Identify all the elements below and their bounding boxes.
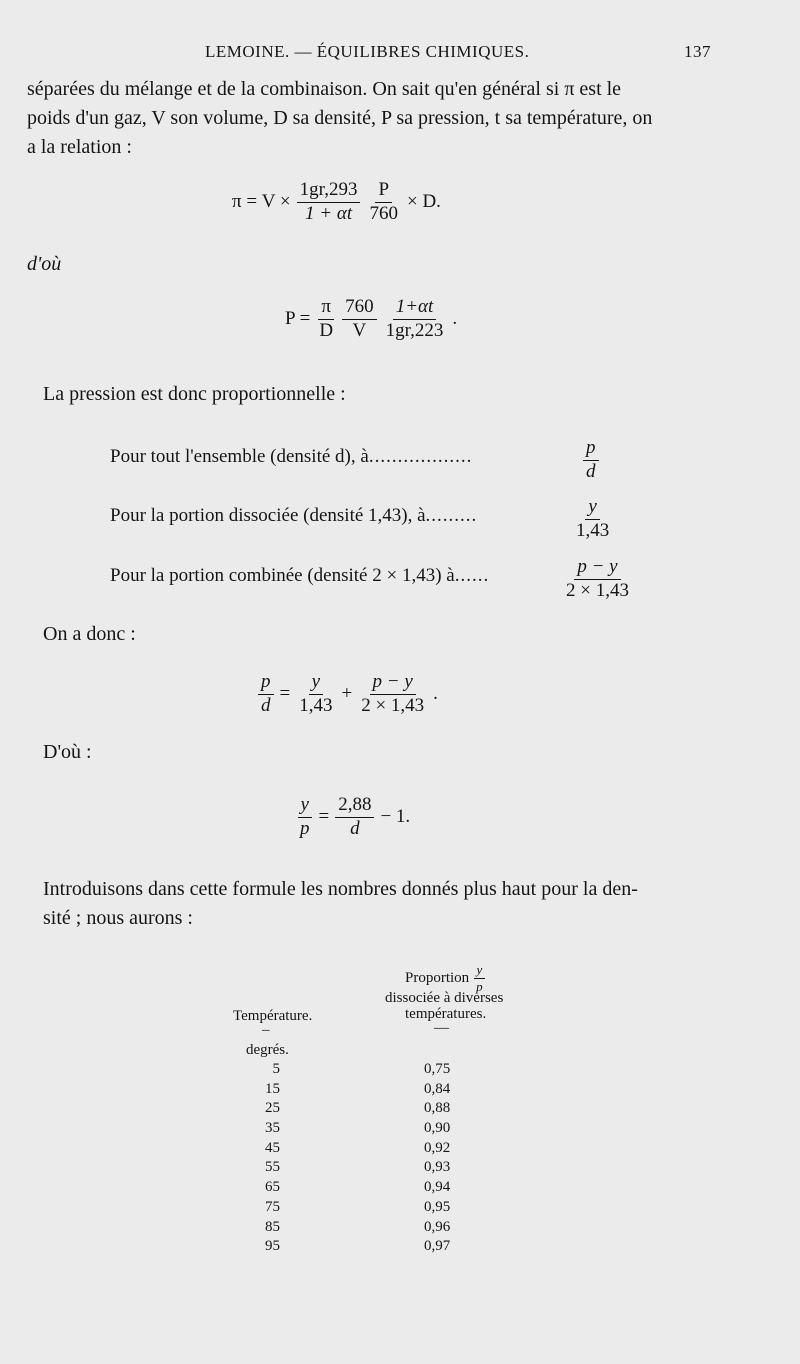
case-combined-dots: ...... [454,565,490,586]
eq3-a-num: p [258,672,274,695]
case-combined [110,565,489,587]
eq2-f3-num: 1+αt [393,297,437,320]
eq1-frac2-num: P [375,180,392,203]
table-cell-proportion: 0,88 [424,1100,451,1117]
eq3-fraction-c [358,672,427,717]
eq3-b-num: y [309,672,323,695]
table-cell-temperature: 55 [265,1159,280,1176]
eq1-tail: × D. [406,191,441,213]
case-dissociated-num: y [585,497,599,520]
eq4-tail: − 1. [380,806,411,828]
eq1-fraction-density [297,180,361,225]
case-combined-num: p − y [574,557,620,580]
text-dou: d'où [27,253,62,275]
table-row [230,1158,490,1178]
eq2-lhs: P = [285,308,311,330]
eq1-lhs: π = V × [232,191,291,213]
text-on-a-donc: On a donc : [43,623,136,645]
table-cell-temperature: 65 [265,1179,280,1196]
eq3-tail: . [433,683,438,705]
case-combined-fraction [563,557,632,602]
running-title: LEMOINE. — ÉQUILIBRES CHIMIQUES. [205,42,530,61]
table-cell-proportion: 0,90 [424,1120,451,1137]
text-dou-2: D'où : [43,741,92,763]
table-cell-proportion: 0,95 [424,1198,451,1215]
eq4-b-num: 2,88 [335,795,374,818]
table-cell-temperature: 75 [265,1198,280,1215]
eq2-fraction-3 [383,297,447,342]
table-cell-temperature: 15 [265,1080,280,1097]
table-col2-frac-den: p [476,979,483,995]
eq2-fraction-1 [316,297,336,342]
conclusion-line-2: sité ; nous aurons : [43,907,193,929]
case-whole-den: d [586,460,596,482]
table-row [230,1060,490,1080]
eq4-b-den: d [350,817,360,839]
eq2-fraction-2 [342,297,377,342]
table-cell-proportion: 0,84 [424,1080,451,1097]
eq1-fraction-pressure [366,180,401,225]
case-whole-text: Pour tout l'ensemble (densité d), à [110,446,369,467]
case-whole-dots: .................. [368,446,473,467]
table-col2-frac-num: y [474,963,486,979]
eq1-frac1-den: 1 + αt [305,202,353,224]
eq4-fraction-a [297,795,313,840]
eq2-tail: . [452,308,458,330]
intro-line-3: a la relation : [27,136,132,158]
table-cell-proportion: 0,75 [424,1061,451,1077]
eq3-c-den: 2 × 1,43 [361,694,425,716]
table-cell-temperature: 5 [272,1061,280,1077]
eq2-f1-num: π [318,297,334,320]
table-row [230,1178,490,1198]
equation-weight [232,180,441,225]
table-col2-header-text: Proportion [405,970,470,987]
eq3-b-den: 1,43 [299,694,333,716]
table-col2-dash: — [434,1020,449,1036]
table-col1-header: Température. [233,1008,313,1024]
case-dissociated [110,505,477,527]
table-row [230,1218,490,1238]
eq3-a-den: d [261,694,271,716]
intro-line-1: séparées du mélange et de la combinaison. On sait qu'en général si π est le [27,78,622,100]
eq4-fraction-b [335,795,374,840]
equation-pressure [285,297,457,342]
case-dissociated-text: Pour la portion dissociée (densité 1,43), à [110,505,426,526]
case-dissociated-dots: ......... [425,505,478,526]
equation-balance [258,672,438,717]
eq3-plus: + [341,683,353,705]
table-cell-temperature: 25 [265,1100,280,1117]
table-cell-proportion: 0,94 [424,1179,451,1196]
table-row [230,1080,490,1100]
table-row [230,1237,490,1257]
eq3-fraction-a [258,672,274,717]
eq2-f2-num: 760 [342,297,377,320]
table-cell-proportion: 0,93 [424,1159,451,1176]
eq1-frac2-den: 760 [369,202,398,224]
case-dissociated-den: 1,43 [576,519,610,541]
case-dissociated-fraction [573,497,612,542]
table-cell-temperature: 85 [265,1218,280,1235]
eq3-equals: = [279,683,291,705]
table-row [230,1099,490,1119]
intro-line-2: poids d'un gaz, V son volume, D sa densité, P sa pression, t sa température, on [27,107,653,129]
table-row [230,1139,490,1159]
table-cell-proportion: 0,92 [424,1139,451,1156]
case-combined-text: Pour la portion combinée (densité 2 × 1,43) à [110,565,455,586]
table-col2-header-line2: dissociée à diverses [385,990,504,1006]
eq2-f3-den: 1gr,223 [385,319,444,341]
eq3-fraction-b [296,672,335,717]
table-cell-temperature: 45 [265,1139,280,1156]
eq4-equals: = [318,806,330,828]
table-col1-dash: – [262,1022,270,1038]
table-cell-temperature: 95 [265,1238,280,1255]
table-cell-temperature: 35 [265,1120,280,1137]
eq4-a-den: p [300,817,310,839]
eq2-f2-den: V [352,319,367,341]
case-whole-num: p [583,438,599,461]
page-number: 137 [684,42,711,61]
equation-proportion [297,795,410,840]
eq2-f1-den: D [319,319,334,341]
case-whole [110,446,472,468]
conclusion-line-1: Introduisons dans cette formule les nombres donnés plus haut pour la den- [43,878,638,900]
text-pressure-proportional: La pression est donc proportionnelle : [43,383,346,405]
table-col2-header-line3: températures. [405,1006,487,1022]
case-whole-fraction [583,438,599,483]
table-cell-proportion: 0,97 [424,1238,451,1255]
table-row [230,1119,490,1139]
eq1-frac1-num: 1gr,293 [297,180,361,203]
data-table [230,1060,490,1257]
eq3-c-num: p − y [370,672,416,695]
case-combined-den: 2 × 1,43 [566,579,629,601]
eq4-a-num: y [298,795,312,818]
table-unit: degrés. [246,1042,289,1058]
table-cell-proportion: 0,96 [424,1218,451,1235]
table-row [230,1198,490,1218]
